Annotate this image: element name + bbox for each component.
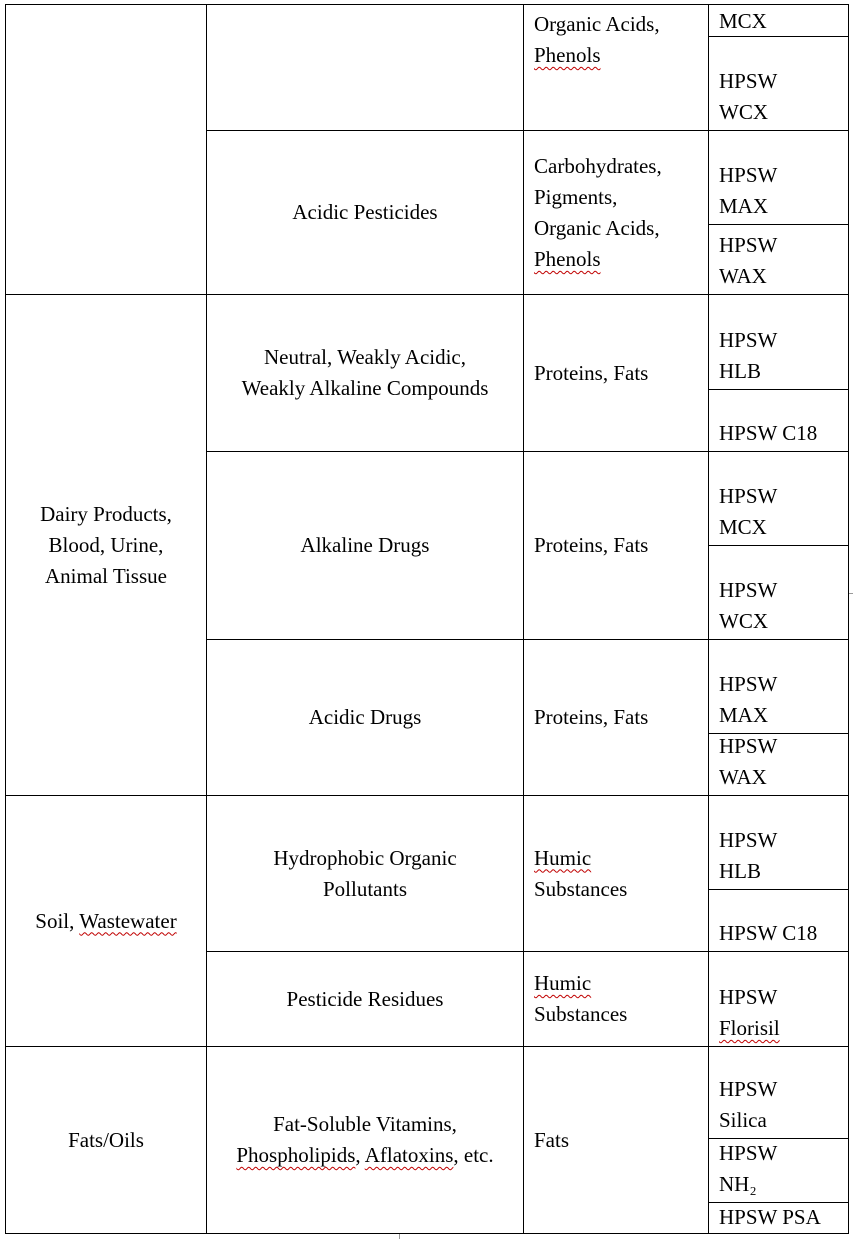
interference-cell: [523, 795, 709, 952]
target-cell: Pesticide Residues: [206, 951, 524, 1047]
product-cell: HPSW MAX: [708, 639, 849, 734]
target-cell: Acidic Drugs: [206, 639, 524, 796]
interference-cell: Proteins, Fats: [523, 639, 709, 796]
target-text: Fat-Soluble Vitamins, Phospholipids, Aflatoxins, etc.: [236, 1112, 494, 1167]
target-cell: Alkaline Drugs: [206, 451, 524, 640]
product-cell: HPSW MAX: [708, 130, 849, 225]
target-cell: Neutral, Weakly Acidic, Weakly Alkaline Compounds: [206, 294, 524, 452]
category-cell: Fats/Oils: [5, 1046, 207, 1234]
product-cell: HPSW NH₂: [708, 1138, 849, 1203]
interference-cell: [523, 4, 709, 131]
interference-cell: [523, 951, 709, 1047]
category-cell-continued: [5, 4, 207, 295]
product-cell: HPSW HLB: [708, 294, 849, 390]
product-cell: HPSW Silica: [708, 1046, 849, 1139]
interference-cell: Proteins, Fats: [523, 294, 709, 452]
product-cell: HPSW WAX: [708, 224, 849, 295]
target-cell: Acidic Pesticides: [206, 130, 524, 295]
page-edge-mark: [849, 593, 853, 594]
product-cell: HPSW C18: [708, 889, 849, 952]
interference-text: Humic Substances: [534, 845, 628, 901]
category-cell: Dairy Products, Blood, Urine, Animal Tissue: [5, 294, 207, 796]
product-cell: [708, 951, 849, 1047]
product-cell: HPSW HLB: [708, 795, 849, 890]
interference-cell: Proteins, Fats: [523, 451, 709, 640]
product-cell: HPSW MCX: [708, 451, 849, 546]
product-cell: HPSW WCX: [708, 36, 849, 131]
product-cell: HPSW PSA: [708, 1202, 849, 1234]
category-cell: [5, 795, 207, 1047]
interference-cell: [523, 130, 709, 295]
interference-text: Carbohydrates, Pigments, Organic Acids, Phenols: [534, 154, 662, 271]
page-edge-mark: [399, 1234, 400, 1239]
target-cell: [206, 1046, 524, 1234]
product-text: HPSW Florisil: [719, 985, 780, 1040]
product-cell: MCX: [708, 4, 849, 37]
product-cell: HPSW WAX: [708, 733, 849, 796]
target-cell: Hydrophobic Organic Pollutants: [206, 795, 524, 952]
interference-text: Organic Acids, Phenols: [534, 12, 660, 67]
interference-cell: Fats: [523, 1046, 709, 1234]
interference-text: Humic Substances: [534, 971, 628, 1026]
product-cell: HPSW WCX: [708, 545, 849, 640]
category-text: Soil, Wastewater: [35, 908, 177, 933]
target-cell-continued: [206, 4, 524, 131]
product-cell: HPSW C18: [708, 389, 849, 452]
